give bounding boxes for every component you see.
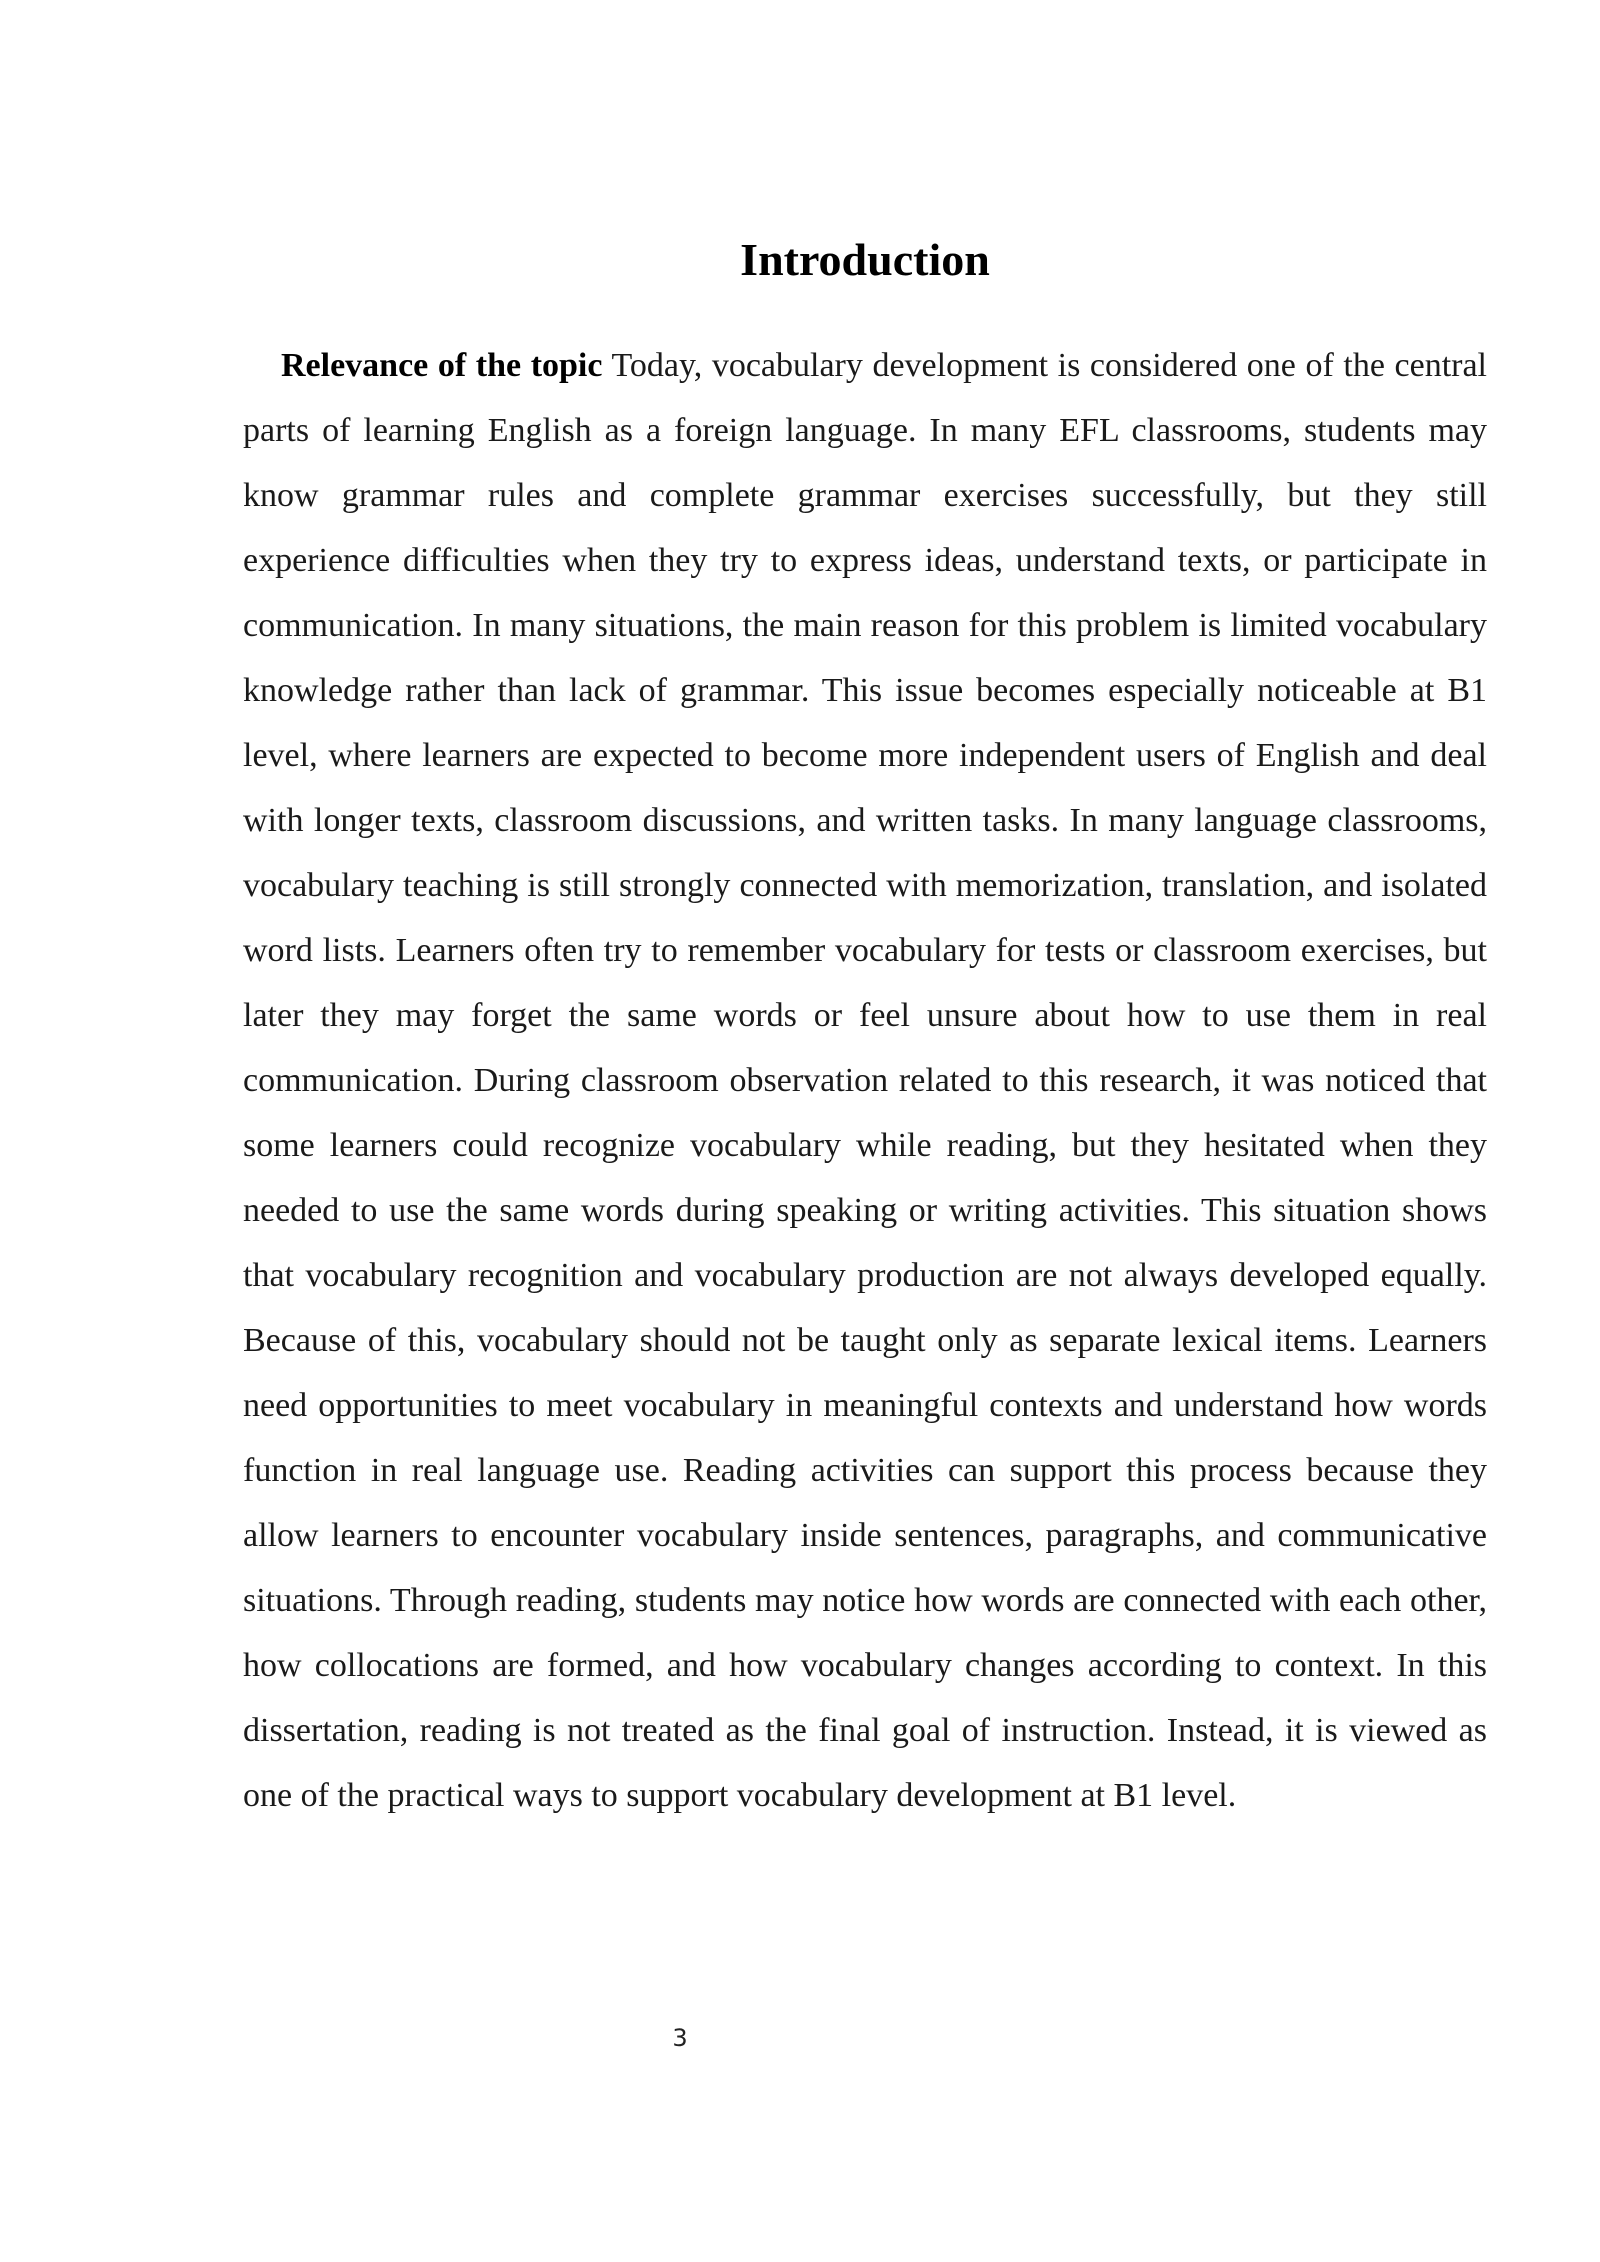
paragraph-text: Today, vocabulary development is considered one of the central parts of learning English as a foreign language. In many EFL classrooms, students may know grammar rules and complete grammar exercises successfully, but they still experience difficulties when they try to express ideas, understand texts, or participate in communication. In many situations, the main reason for this problem is limited vocabulary knowledge rather than lack of grammar. This issue becomes especially noticeable at B1 level, where learners are expected to become more independent users of English and deal with longer texts, classroom discussions, and written tasks. In many language classrooms, vocabulary teaching is still strongly connected with memorization, translation, and isolated word lists. Learners often try to remember vocabulary for tests or classroom exercises, but later they may forget the same words or feel unsure about how to use them in real communication. During classroom observation related to this research, it was noticed that some learners could recognize vocabulary while reading, but they hesitated when they needed to use the same words during speaking or writing activities. This situation shows that vocabulary recognition and vocabulary production are not always developed equally. Because of this, vocabulary should not be taught only as separate lexical items. Learners need opportunities to meet vocabulary in meaningful contexts and understand how words function in real language use. Reading activities can support this process because they allow learners to encounter vocabulary inside sentences, paragraphs, and communicative situations. Through reading, students may notice how words are connected with each other, how collocations are formed, and how vocabulary changes according to context. In this dissertation, reading is not treated as the final goal of instruction. Instead, it is viewed as one of the practical ways to support vocabulary development at B1 level. [243, 347, 1487, 1814]
page-number: 3 [672, 2024, 688, 2052]
paragraph-lead: Relevance of the topic [281, 347, 603, 384]
body-paragraph [243, 333, 1487, 1828]
section-title: Introduction [740, 234, 990, 285]
